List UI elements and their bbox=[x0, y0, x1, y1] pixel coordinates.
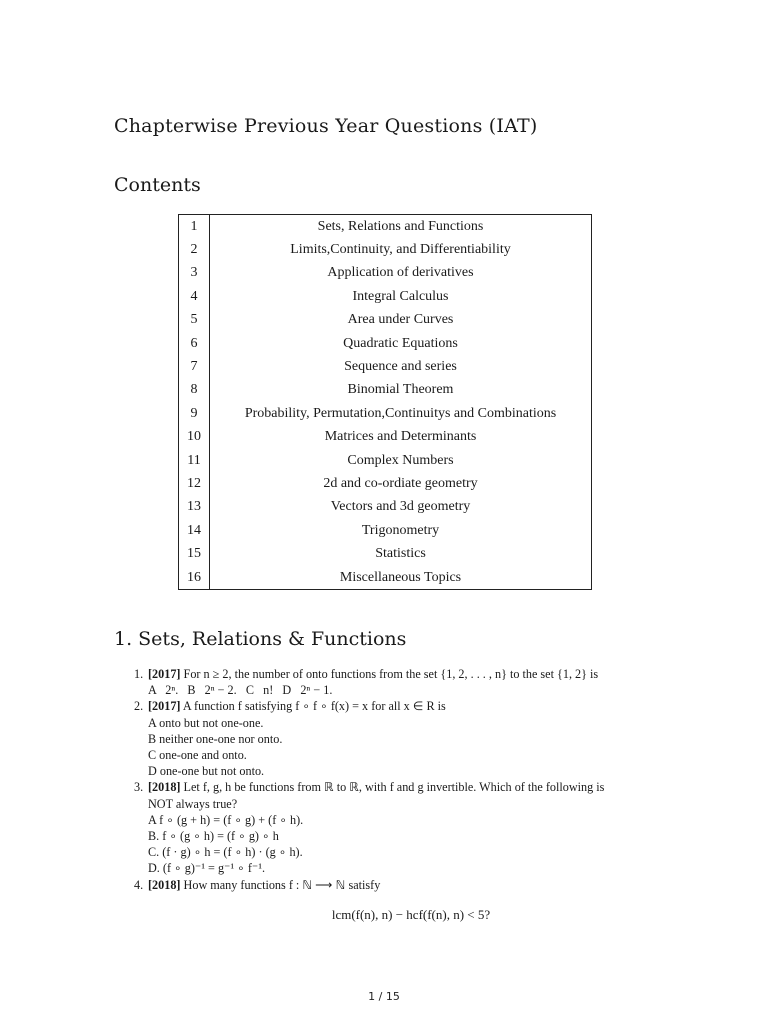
contents-row-number: 15 bbox=[179, 542, 210, 565]
contents-row bbox=[179, 496, 592, 519]
contents-row-topic: 2d and co-ordiate geometry bbox=[323, 475, 478, 491]
question-year: [2017] bbox=[148, 667, 181, 681]
contents-row bbox=[179, 426, 592, 449]
contents-row-topic: Statistics bbox=[375, 546, 426, 562]
contents-row-topic: Binomial Theorem bbox=[347, 382, 454, 398]
question-option: D. (f ∘ g)⁻¹ = g⁻¹ ∘ f⁻¹. bbox=[148, 861, 266, 876]
question-year: [2017] bbox=[148, 699, 181, 714]
question-number: 4. bbox=[134, 877, 144, 892]
contents-row-topic: Complex Numbers bbox=[347, 452, 454, 468]
contents-row-number: 4 bbox=[179, 285, 210, 308]
question-option: B neither one-one nor onto. bbox=[148, 731, 283, 746]
question-text: A function f satisfying f ∘ f ∘ f(x) = x for all x ∈ R is bbox=[182, 699, 446, 714]
contents-row-number: 2 bbox=[179, 238, 210, 261]
page-number: 1 / 15 bbox=[368, 990, 400, 1003]
contents-row-number: 12 bbox=[179, 472, 210, 495]
contents-row bbox=[179, 566, 592, 590]
question-text: For n ≥ 2, the number of onto functions from the set {1, 2, . . . , n} to the set {1, 2} is bbox=[183, 667, 599, 681]
contents-table bbox=[178, 214, 592, 590]
contents-row-topic: Sets, Relations and Functions bbox=[317, 218, 484, 234]
contents-row-number: 1 bbox=[179, 215, 210, 239]
question-item bbox=[134, 698, 674, 779]
contents-row-topic: Integral Calculus bbox=[352, 288, 449, 304]
question-text-continued: NOT always true? bbox=[148, 796, 238, 811]
contents-heading: Contents bbox=[114, 174, 201, 196]
question-number: 2. bbox=[134, 699, 144, 714]
contents-row bbox=[179, 472, 592, 495]
contents-row-topic: Area under Curves bbox=[347, 312, 454, 328]
question-year: [2018] bbox=[148, 780, 181, 795]
contents-row-number: 16 bbox=[179, 566, 210, 590]
contents-row-number: 5 bbox=[179, 309, 210, 332]
contents-row-topic: Quadratic Equations bbox=[343, 335, 458, 351]
contents-row-topic: Sequence and series bbox=[344, 359, 457, 375]
contents-row bbox=[179, 309, 592, 332]
contents-row-topic: Limits,Continuity, and Differentiability bbox=[290, 242, 511, 258]
contents-row-number: 14 bbox=[179, 519, 210, 542]
contents-row-topic: Probability, Permutation,Continuitys and Combinations bbox=[244, 405, 557, 421]
contents-row bbox=[179, 519, 592, 542]
contents-row-number: 6 bbox=[179, 332, 210, 355]
contents-row bbox=[179, 542, 592, 565]
contents-row-topic: Matrices and Determinants bbox=[324, 429, 477, 445]
contents-row bbox=[179, 215, 592, 239]
contents-row-topic: Miscellaneous Topics bbox=[339, 569, 462, 585]
contents-row-number: 9 bbox=[179, 402, 210, 425]
contents-row-number: 3 bbox=[179, 262, 210, 285]
question-option: D one-one but not onto. bbox=[148, 764, 265, 779]
contents-row bbox=[179, 402, 592, 425]
question-option: A 2ⁿ. B 2ⁿ − 2. C n! D 2ⁿ − 1. bbox=[148, 683, 333, 698]
question-number: 3. bbox=[134, 780, 144, 795]
question-text: How many functions f : ℕ ⟶ ℕ satisfy bbox=[183, 877, 381, 892]
contents-row-topic: Vectors and 3d geometry bbox=[330, 499, 471, 515]
question-year: [2018] bbox=[148, 877, 181, 892]
question-list bbox=[134, 666, 674, 923]
contents-row-number: 11 bbox=[179, 449, 210, 472]
contents-row-number: 7 bbox=[179, 355, 210, 378]
contents-row-number: 10 bbox=[179, 426, 210, 449]
contents-row bbox=[179, 238, 592, 261]
contents-row bbox=[179, 332, 592, 355]
question-item bbox=[134, 666, 674, 698]
question-text: Let f, g, h be functions from ℝ to ℝ, with f and g invertible. Which of the following is bbox=[183, 780, 605, 795]
question-option: C. (f · g) ∘ h = (f ∘ h) · (g ∘ h). bbox=[148, 845, 303, 860]
question-item bbox=[134, 779, 674, 876]
document-title: Chapterwise Previous Year Questions (IAT) bbox=[114, 115, 538, 137]
contents-row-number: 8 bbox=[179, 379, 210, 402]
question-option: B. f ∘ (g ∘ h) = (f ∘ g) ∘ h bbox=[148, 829, 279, 844]
section-heading: 1. Sets, Relations & Functions bbox=[114, 628, 407, 650]
contents-row bbox=[179, 285, 592, 308]
contents-row bbox=[179, 449, 592, 472]
contents-row-topic: Trigonometry bbox=[361, 522, 440, 538]
contents-row-number: 13 bbox=[179, 496, 210, 519]
contents-row bbox=[179, 379, 592, 402]
contents-row-topic: Application of derivatives bbox=[327, 265, 474, 281]
question-option: A f ∘ (g + h) = (f ∘ g) + (f ∘ h). bbox=[148, 812, 304, 827]
contents-row bbox=[179, 262, 592, 285]
question-item bbox=[134, 877, 674, 923]
question-number: 1. bbox=[134, 667, 144, 681]
display-equation: lcm(f(n), n) − hcf(f(n), n) < 5? bbox=[331, 906, 491, 922]
question-option: A onto but not one-one. bbox=[148, 715, 264, 730]
contents-row bbox=[179, 355, 592, 378]
question-option: C one-one and onto. bbox=[148, 748, 247, 763]
